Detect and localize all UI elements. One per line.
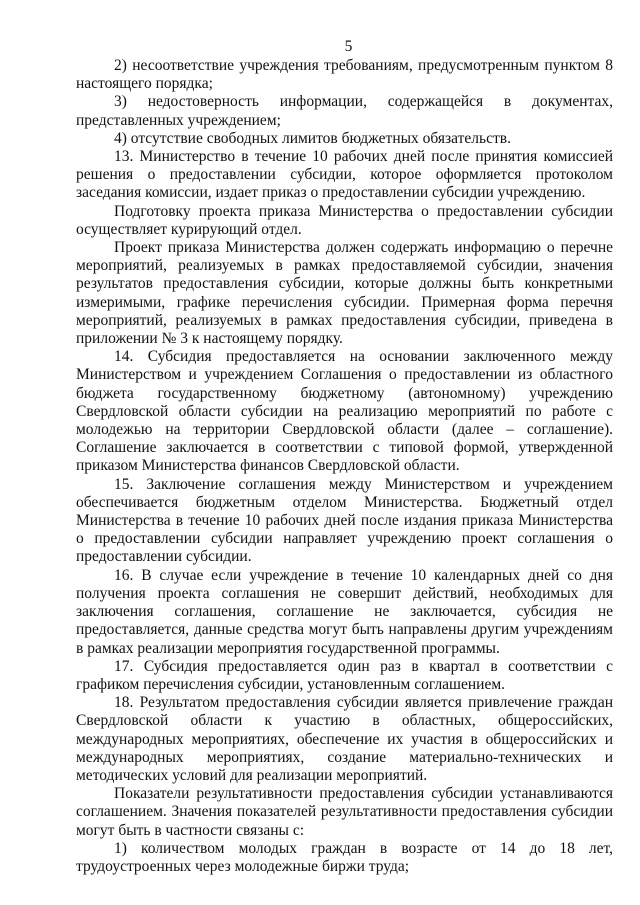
paragraph-item-4: 4) отсутствие свободных лимитов бюджетных обязательств.	[114, 129, 511, 147]
paragraph-clause-15: 15. Заключение соглашения между Министерством и учреждением обеспечивается бюджетным отделом Министерства. Бюджетный отдел Министерства в течение 10 рабочих дней после издания приказа Министерства о предоставлении субсидии направляет учреждению проект соглашения о предоставлении субсидии.	[76, 475, 613, 566]
paragraph-indicator-1: 1) количеством молодых граждан в возрасте от 14 до 18 лет, трудоустроенных через молодежные биржи труда;	[76, 839, 613, 875]
paragraph-clause-17: 17. Субсидия предоставляется один раз в квартал в соответствии с графиком перечисления субсидии, установленным соглашением.	[76, 657, 613, 693]
paragraph-clause-13: 13. Министерство в течение 10 рабочих дней после принятия комиссией решения о предоставлении субсидии, которое оформляется протоколом заседания комиссии, издает приказ о предоставлении субсидии учреждению.	[76, 148, 613, 202]
paragraph-order-preparation: Подготовку проекта приказа Министерства о предоставлении субсидии осуществляет курирующий отдел.	[76, 202, 613, 238]
page-number: 5	[344, 38, 353, 55]
paragraph-clause-16: 16. В случае если учреждение в течение 10 календарных дней со дня получения проекта соглашения не совершит действий, необходимых для заключения соглашения, соглашение не заключается, субсидия не предоставляется, данные средства могут быть направлены другим учреждениям в рамках реализации мероприятия государственной программы.	[76, 566, 613, 657]
paragraph-indicators: Показатели результативности предоставления субсидии устанавливаются соглашением. Значения показателей результативности предоставления субсидии могут быть в частности связаны с:	[76, 785, 613, 839]
paragraph-clause-18: 18. Результатом предоставления субсидии является привлечение граждан Свердловской области к участию в областных, общероссийских, международных мероприятиях, обеспечение их участия в общероссийских и международных мероприятиях, создание материально-технических и методических условий для реализации мероприятий.	[76, 694, 613, 784]
paragraph-item-3: 3) недостоверность информации, содержащейся в документах, представленных учреждением;	[76, 93, 613, 129]
paragraph-item-2: 2) несоответствие учреждения требованиям, предусмотренным пунктом 8 настоящего порядка;	[76, 57, 613, 93]
paragraph-order-content: Проект приказа Министерства должен содержать информацию о перечне мероприятий, реализуемых в рамках предоставляемой субсидии, значения результатов предоставления субсидии, которые должны быть конкретными измеримыми, графике перечисления субсидии. Примерная форма перечня мероприятий, реализуемых в рамках предоставления субсидии, приведена в приложении № 3 к настоящему порядку.	[76, 239, 613, 348]
paragraph-clause-14: 14. Субсидия предоставляется на основании заключенного между Министерством и учреждением Соглашения о предоставлении из областного бюджета государственному бюджетному (автономному) учреждению Свердловской области субсидии на реализацию мероприятий по работе с молодежью на территории Свердловской области (далее – соглашение). Соглашение заключается в соответствии с типовой формой, утвержденной приказом Министерства финансов Свердловской области.	[76, 348, 613, 475]
